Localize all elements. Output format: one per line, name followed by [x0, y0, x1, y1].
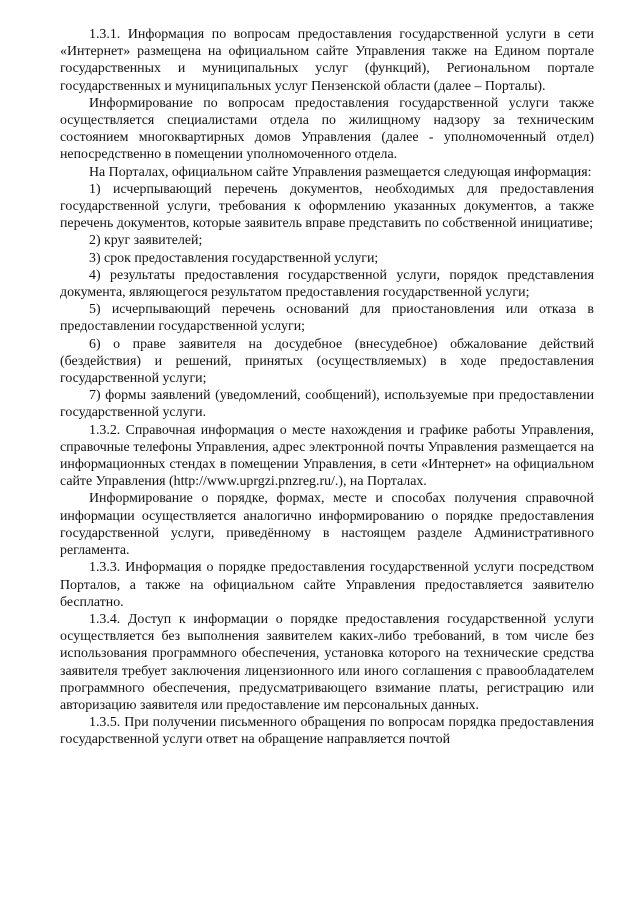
paragraph-1-3-2: 1.3.2. Справочная информация о месте нахождения и графике работы Управления, справочные телефоны Управления, адрес электронной почты Управления размещается на информационных стендах в помещении Управления, в сети «Интернет» на официальном сайте Управления (http://www.uprgzi.pnzreg.ru/.), на Порталах.: [60, 422, 594, 490]
list-item-6: 6) о праве заявителя на досудебное (внесудебное) обжалование действий (бездействия) и решений, принятых (осуществляемых) в ходе предоставления государственной услуги;: [60, 336, 594, 387]
paragraph-1-3-1: 1.3.1. Информация по вопросам предоставления государственной услуги в сети «Интернет» размещена на официальном сайте Управления также на Едином портале государственных и муниципальных услуг (функций), Региональном портале государственных и муниципальных услуг Пензенской области (далее – Порталы).: [60, 27, 594, 94]
paragraph-reference-info: Информирование о порядке, формах, месте и способах получения справочной информации осуществляется аналогично информированию о порядке предоставления государственной услуги, приведённому в настоящем разделе Административного регламента.: [60, 491, 594, 559]
paragraph-1-3-5: 1.3.5. При получении письменного обращения по вопросам порядка предоставления государственной услуги ответ на обращение направляется почтой: [60, 715, 594, 748]
list-item-3: 3) срок предоставления государственной услуги;: [89, 250, 379, 266]
paragraph-1-3-3: 1.3.3. Информация о порядке предоставления государственной услуги посредством Порталов, а также на официальном сайте Управления предоставляется заявителю бесплатно.: [60, 560, 594, 610]
list-item-4: 4) результаты предоставления государственной услуги, порядок представления документа, являющегося результатом предоставления государственной услуги;: [60, 267, 594, 301]
list-item-1: 1) исчерпывающий перечень документов, необходимых для предоставления государственной услуги, требования к оформлению указанных документов, а также перечень документов, которые заявитель вправе представить по собственной инициативе;: [60, 181, 594, 232]
list-item-5: 5) исчерпывающий перечень оснований для приостановления или отказа в предоставлении государственной услуги;: [60, 302, 594, 335]
list-item-7: 7) формы заявлений (уведомлений, сообщений), используемые при предоставлении государственной услуги.: [60, 388, 594, 421]
paragraph-informing-specialists: Информирование по вопросам предоставления государственной услуги также осуществляется специалистами отдела по жилищному надзору за техническим состоянием многоквартирных домов Управления (далее - уполномоченный отдел) непосредственно в помещении уполномоченного отдела.: [60, 95, 594, 163]
paragraph-portals-intro: На Порталах, официальном сайте Управления размещается следующая информация:: [89, 164, 592, 180]
list-item-2: 2) круг заявителей;: [89, 233, 203, 249]
document-page: [60, 26, 594, 749]
paragraph-1-3-4: 1.3.4. Доступ к информации о порядке предоставления государственной услуги осуществляется без выполнения заявителем каких-либо требований, в том числе без использования программного обеспечения, установка которого на технические средства заявителя требует заключения лицензионного или иного соглашения с правообладателем программного обеспечения, предусматривающего взимание платы, регистрацию или авторизацию заявителя или предоставление им персональных данных.: [60, 611, 594, 713]
